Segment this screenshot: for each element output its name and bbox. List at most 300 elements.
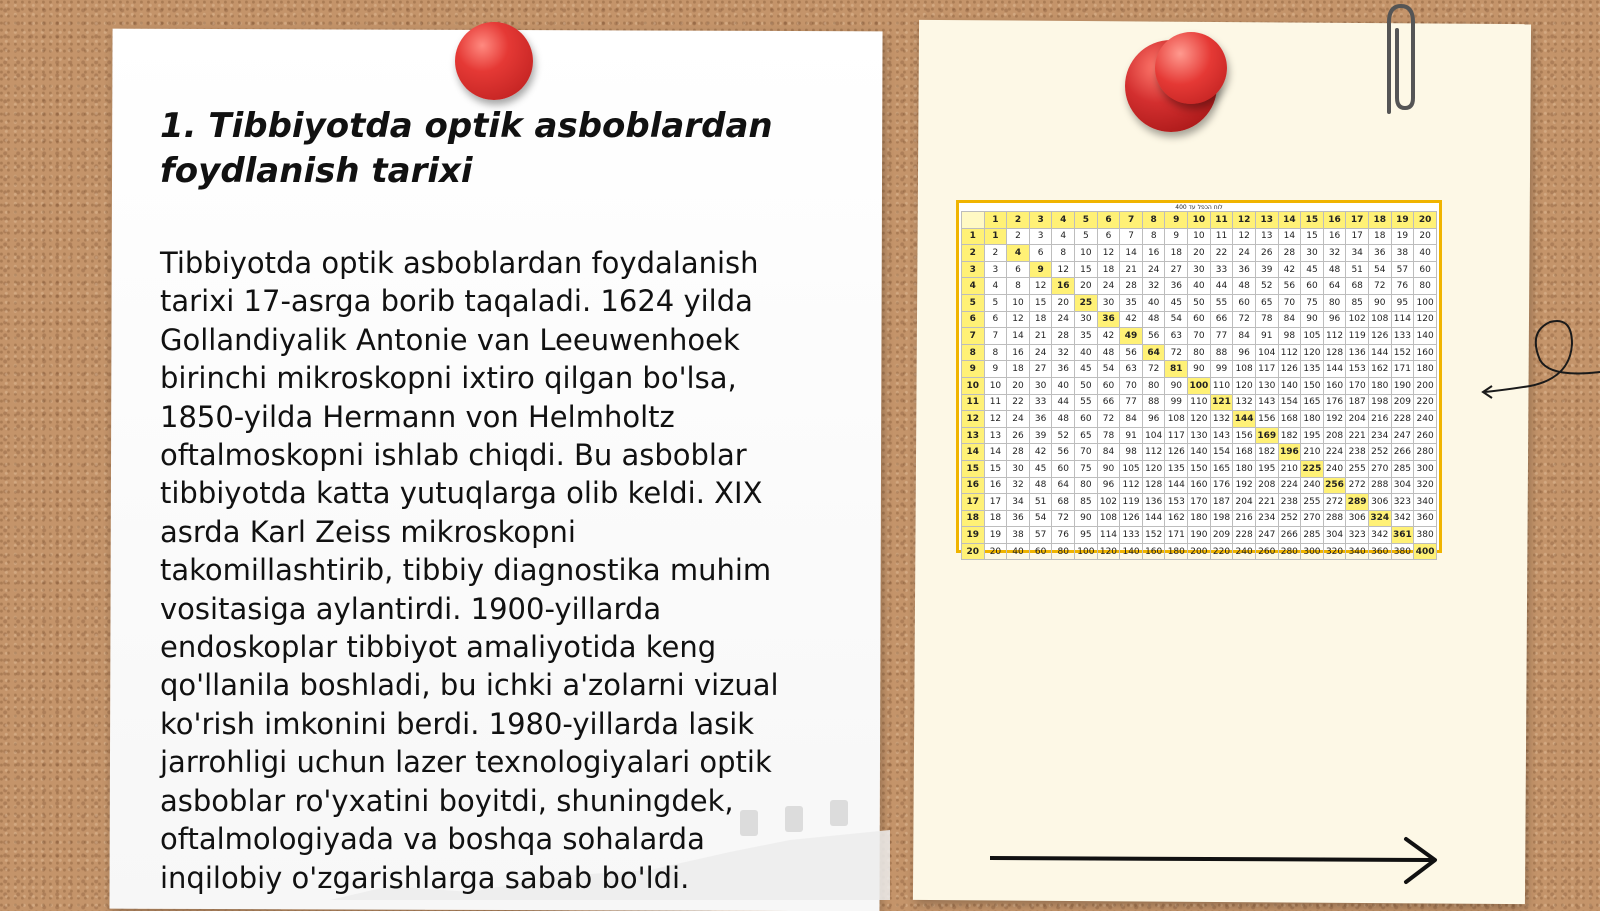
table-cell: 48	[1052, 411, 1075, 428]
table-cell: 240	[1233, 543, 1256, 560]
table-row	[962, 377, 1437, 394]
table-cell: 220	[1210, 543, 1233, 560]
table-cell: 320	[1323, 543, 1346, 560]
table-cell: 60	[1075, 411, 1098, 428]
table-cell: 30	[1029, 377, 1052, 394]
table-cell: 84	[1278, 311, 1301, 328]
table-cell: 8	[984, 344, 1007, 361]
table-cell: 2	[1007, 228, 1030, 245]
table-cell: 247	[1391, 427, 1414, 444]
history-paragraph: Tibbiyotda optik asboblardan foydalanish tarixi 17-asrga borib taqaladi. 1624 yilda Gollandiyalik Antonie van Leeuwenhoek birinchi mikroskopni ixtiro qilgan bo'lsa, 1850-yilda Hermann von Helmholtz oftalmoskopni ishlab chiqdi. Bu asboblar tibbiyotda katta yutuqlarga olib keldi. XIX asrda Karl Zeiss mikroskopni takomillashtirib, tibbiy diagnostika muhim vositasiga aylantirdi. 1900-yillarda endoskoplar tibbiyot amaliyotida keng qo'llanila boshladi, bu ichki a'zolarni vizual ko'rish imkonini berdi. 1980-yillarda lasik jarrohligi uchun lazer texnologiyalari optik asboblar ro'yxatini boyitdi, shuningdek, oftalmologiyada va boshqa sohalarda inqilobiy o'zgarishlarga sabab bo'ldi.	[160, 246, 779, 895]
table-row-header: 7	[962, 328, 985, 345]
table-cell: 20	[1052, 294, 1075, 311]
table-cell: 108	[1165, 411, 1188, 428]
table-cell: 255	[1301, 494, 1324, 511]
table-cell: 77	[1210, 328, 1233, 345]
table-cell: 18	[1007, 361, 1030, 378]
table-cell: 63	[1120, 361, 1143, 378]
table-cell: 98	[1278, 328, 1301, 345]
table-cell: 144	[1142, 510, 1165, 527]
table-cell: 280	[1414, 444, 1437, 461]
table-cell: 81	[1165, 361, 1188, 378]
table-cell: 126	[1278, 361, 1301, 378]
table-cell: 120	[1414, 311, 1437, 328]
table-cell: 20	[984, 543, 1007, 560]
table-cell: 56	[1052, 444, 1075, 461]
table-cell: 171	[1165, 527, 1188, 544]
table-cell: 240	[1323, 460, 1346, 477]
table-cell: 300	[1301, 543, 1324, 560]
table-cell: 247	[1255, 527, 1278, 544]
table-cell: 152	[1142, 527, 1165, 544]
table-cell: 13	[984, 427, 1007, 444]
table-cell: 4	[984, 278, 1007, 295]
table-cell: 190	[1188, 527, 1211, 544]
table-cell: 35	[1075, 328, 1098, 345]
table-cell: 66	[1097, 394, 1120, 411]
table-cell: 195	[1301, 427, 1324, 444]
table-cell: 48	[1233, 278, 1256, 295]
table-row-header: 14	[962, 444, 985, 461]
table-cell: 54	[1097, 361, 1120, 378]
table-row-header: 11	[962, 394, 985, 411]
table-cell: 304	[1323, 527, 1346, 544]
table-cell: 20	[1188, 245, 1211, 262]
table-row	[962, 477, 1437, 494]
table-cell: 198	[1368, 394, 1391, 411]
table-row-header: 8	[962, 344, 985, 361]
table-cell: 57	[1391, 261, 1414, 278]
table-cell: 289	[1346, 494, 1369, 511]
table-cell: 132	[1233, 394, 1256, 411]
table-cell: 84	[1233, 328, 1256, 345]
table-cell: 34	[1346, 245, 1369, 262]
table-cell: 120	[1233, 377, 1256, 394]
table-cell: 50	[1075, 377, 1098, 394]
table-cell: 10	[1075, 245, 1098, 262]
table-cell: 64	[1323, 278, 1346, 295]
table-cell: 40	[1075, 344, 1098, 361]
table-cell: 144	[1368, 344, 1391, 361]
table-cell: 320	[1414, 477, 1437, 494]
table-cell: 234	[1255, 510, 1278, 527]
table-cell: 4	[1007, 245, 1030, 262]
table-cell: 36	[1029, 411, 1052, 428]
table-col-header: 5	[1075, 212, 1098, 229]
table-cell: 6	[984, 311, 1007, 328]
table-cell: 221	[1255, 494, 1278, 511]
table-cell: 99	[1210, 361, 1233, 378]
table-row	[962, 510, 1437, 527]
table-cell: 85	[1075, 494, 1098, 511]
table-cell: 208	[1323, 427, 1346, 444]
table-cell: 323	[1346, 527, 1369, 544]
table-cell: 45	[1029, 460, 1052, 477]
table-row-header: 6	[962, 311, 985, 328]
table-cell: 140	[1414, 328, 1437, 345]
table-cell: 180	[1301, 411, 1324, 428]
table-cell: 104	[1255, 344, 1278, 361]
table-cell: 20	[1414, 228, 1437, 245]
table-cell: 12	[984, 411, 1007, 428]
table-cell: 192	[1233, 477, 1256, 494]
table-cell: 156	[1233, 427, 1256, 444]
table-cell: 90	[1165, 377, 1188, 394]
table-col-header: 7	[1120, 212, 1143, 229]
table-cell: 210	[1278, 460, 1301, 477]
table-cell: 140	[1278, 377, 1301, 394]
table-cell: 272	[1346, 477, 1369, 494]
table-cell: 17	[1346, 228, 1369, 245]
table-cell: 55	[1210, 294, 1233, 311]
table-cell: 10	[1188, 228, 1211, 245]
table-cell: 285	[1391, 460, 1414, 477]
table-cell: 260	[1255, 543, 1278, 560]
table-cell: 48	[1097, 344, 1120, 361]
table-cell: 49	[1120, 328, 1143, 345]
table-cell: 50	[1188, 294, 1211, 311]
table-cell: 36	[1052, 361, 1075, 378]
table-cell: 176	[1210, 477, 1233, 494]
table-cell: 114	[1097, 527, 1120, 544]
table-cell: 140	[1188, 444, 1211, 461]
table-cell: 128	[1142, 477, 1165, 494]
table-cell: 119	[1346, 328, 1369, 345]
table-cell: 42	[1097, 328, 1120, 345]
table-cell: 5	[1075, 228, 1098, 245]
table-cell: 112	[1142, 444, 1165, 461]
table-cell: 3	[1029, 228, 1052, 245]
table-cell: 288	[1368, 477, 1391, 494]
table-cell: 14	[984, 444, 1007, 461]
table-cell: 25	[1075, 294, 1098, 311]
table-cell: 26	[1007, 427, 1030, 444]
table-cell: 12	[1097, 245, 1120, 262]
table-cell: 225	[1301, 460, 1324, 477]
table-cell: 76	[1391, 278, 1414, 295]
table-cell: 170	[1346, 377, 1369, 394]
table-cell: 39	[1029, 427, 1052, 444]
table-cell: 14	[1120, 245, 1143, 262]
table-cell: 266	[1278, 527, 1301, 544]
table-cell: 126	[1368, 328, 1391, 345]
table-cell: 144	[1165, 477, 1188, 494]
table-cell: 119	[1120, 494, 1143, 511]
table-cell: 110	[1188, 394, 1211, 411]
table-row-header: 16	[962, 477, 985, 494]
table-cell: 15	[1075, 261, 1098, 278]
table-col-header: 11	[1210, 212, 1233, 229]
loop-arrow-icon	[1480, 310, 1600, 410]
table-row-header: 1	[962, 228, 985, 245]
table-cell: 9	[984, 361, 1007, 378]
table-cell: 342	[1368, 527, 1391, 544]
table-cell: 96	[1323, 311, 1346, 328]
table-cell: 112	[1278, 344, 1301, 361]
table-cell: 64	[1142, 344, 1165, 361]
table-cell: 180	[1188, 510, 1211, 527]
table-cell: 152	[1391, 344, 1414, 361]
multiplication-table	[961, 211, 1437, 560]
table-cell: 168	[1278, 411, 1301, 428]
table-cell: 99	[1165, 394, 1188, 411]
table-col-header: 3	[1029, 212, 1052, 229]
table-cell: 180	[1165, 543, 1188, 560]
table-cell: 32	[1323, 245, 1346, 262]
table-cell: 72	[1097, 411, 1120, 428]
table-cell: 18	[1097, 261, 1120, 278]
table-cell: 150	[1301, 377, 1324, 394]
table-cell: 182	[1278, 427, 1301, 444]
table-cell: 80	[1142, 377, 1165, 394]
table-cell: 80	[1075, 477, 1098, 494]
table-cell: 78	[1097, 427, 1120, 444]
table-cell: 1	[984, 228, 1007, 245]
table-col-header: 10	[1188, 212, 1211, 229]
table-cell: 216	[1233, 510, 1256, 527]
table-cell: 70	[1075, 444, 1098, 461]
table-cell: 24	[1029, 344, 1052, 361]
table-cell: 133	[1120, 527, 1143, 544]
table-col-header: 6	[1097, 212, 1120, 229]
table-cell: 2	[984, 245, 1007, 262]
table-cell: 42	[1029, 444, 1052, 461]
table-cell: 98	[1120, 444, 1143, 461]
table-cell: 30	[1301, 245, 1324, 262]
table-row-header: 4	[962, 278, 985, 295]
table-cell: 16	[1142, 245, 1165, 262]
table-cell: 204	[1346, 411, 1369, 428]
table-cell: 40	[1007, 543, 1030, 560]
table-cell: 20	[1007, 377, 1030, 394]
table-cell: 135	[1165, 460, 1188, 477]
table-cell: 135	[1301, 361, 1324, 378]
table-cell: 15	[1301, 228, 1324, 245]
table-cell: 234	[1368, 427, 1391, 444]
table-cell: 90	[1368, 294, 1391, 311]
table-cell: 48	[1323, 261, 1346, 278]
table-cell: 120	[1188, 411, 1211, 428]
table-cell: 60	[1301, 278, 1324, 295]
table-cell: 204	[1233, 494, 1256, 511]
table-cell: 45	[1165, 294, 1188, 311]
table-cell: 128	[1323, 344, 1346, 361]
table-cell: 36	[1165, 278, 1188, 295]
table-cell: 252	[1278, 510, 1301, 527]
table-cell: 60	[1097, 377, 1120, 394]
table-cell: 16	[1007, 344, 1030, 361]
table-cell: 153	[1165, 494, 1188, 511]
table-cell: 40	[1142, 294, 1165, 311]
table-cell: 169	[1255, 427, 1278, 444]
table-cell: 192	[1323, 411, 1346, 428]
table-cell: 133	[1391, 328, 1414, 345]
table-cell: 380	[1414, 527, 1437, 544]
table-cell: 306	[1346, 510, 1369, 527]
table-cell: 7	[984, 328, 1007, 345]
table-cell: 112	[1323, 328, 1346, 345]
table-cell: 42	[1120, 311, 1143, 328]
table-row	[962, 460, 1437, 477]
table-cell: 85	[1346, 294, 1369, 311]
table-row	[962, 344, 1437, 361]
table-cell: 144	[1233, 411, 1256, 428]
table-cell: 130	[1188, 427, 1211, 444]
table-cell: 40	[1052, 377, 1075, 394]
table-cell: 18	[984, 510, 1007, 527]
table-col-header: 1	[984, 212, 1007, 229]
table-cell: 3	[984, 261, 1007, 278]
table-cell: 60	[1414, 261, 1437, 278]
table-col-header: 15	[1301, 212, 1324, 229]
table-cell: 54	[1368, 261, 1391, 278]
table-cell: 90	[1188, 361, 1211, 378]
table-row-header: 18	[962, 510, 985, 527]
table-cell: 27	[1165, 261, 1188, 278]
table-cell: 180	[1233, 460, 1256, 477]
table-row-header: 5	[962, 294, 985, 311]
table-cell: 40	[1188, 278, 1211, 295]
table-cell: 21	[1120, 261, 1143, 278]
table-cell: 114	[1391, 311, 1414, 328]
table-cell: 10	[1007, 294, 1030, 311]
table-cell: 100	[1414, 294, 1437, 311]
table-cell: 68	[1052, 494, 1075, 511]
table-cell: 54	[1029, 510, 1052, 527]
table-cell: 154	[1278, 394, 1301, 411]
table-row	[962, 427, 1437, 444]
table-cell: 108	[1368, 311, 1391, 328]
table-cell: 36	[1007, 510, 1030, 527]
table-cell: 75	[1075, 460, 1098, 477]
table-cell: 252	[1368, 444, 1391, 461]
table-cell: 195	[1255, 460, 1278, 477]
table-cell: 60	[1188, 311, 1211, 328]
table-cell: 51	[1346, 261, 1369, 278]
table-cell: 18	[1368, 228, 1391, 245]
table-cell: 100	[1188, 377, 1211, 394]
table-cell: 33	[1210, 261, 1233, 278]
table-cell: 180	[1368, 377, 1391, 394]
table-cell: 84	[1120, 411, 1143, 428]
table-cell: 95	[1391, 294, 1414, 311]
table-cell: 56	[1120, 344, 1143, 361]
table-cell: 170	[1188, 494, 1211, 511]
table-cell: 136	[1142, 494, 1165, 511]
table-cell: 238	[1278, 494, 1301, 511]
table-cell: 60	[1052, 460, 1075, 477]
table-cell: 36	[1233, 261, 1256, 278]
table-cell: 11	[1210, 228, 1233, 245]
table-cell: 52	[1255, 278, 1278, 295]
table-row	[962, 261, 1437, 278]
table-cell: 95	[1075, 527, 1098, 544]
table-cell: 126	[1165, 444, 1188, 461]
table-cell: 162	[1165, 510, 1188, 527]
table-cell: 55	[1075, 394, 1098, 411]
table-cell: 228	[1391, 411, 1414, 428]
push-pin-icon	[455, 22, 533, 100]
table-cell: 44	[1052, 394, 1075, 411]
table-cell: 56	[1278, 278, 1301, 295]
table-cell: 143	[1255, 394, 1278, 411]
table-cell: 28	[1120, 278, 1143, 295]
section-title: 1. Tibbiyotda optik asboblardan foydlanish tarixi	[160, 106, 773, 191]
table-cell: 15	[1029, 294, 1052, 311]
table-cell: 7	[1120, 228, 1143, 245]
table-cell: 196	[1278, 444, 1301, 461]
table-cell: 361	[1391, 527, 1414, 544]
table-cell: 32	[1142, 278, 1165, 295]
table-cell: 80	[1052, 543, 1075, 560]
table-cell: 21	[1029, 328, 1052, 345]
table-cell: 323	[1391, 494, 1414, 511]
table-cell: 200	[1188, 543, 1211, 560]
table-cell: 28	[1052, 328, 1075, 345]
table-cell: 20	[1075, 278, 1098, 295]
table-cell: 57	[1029, 527, 1052, 544]
table-cell: 165	[1210, 460, 1233, 477]
table-cell: 136	[1346, 344, 1369, 361]
table-col-header: 8	[1142, 212, 1165, 229]
table-cell: 260	[1414, 427, 1437, 444]
table-cell: 26	[1255, 245, 1278, 262]
table-cell: 198	[1210, 510, 1233, 527]
table-cell: 32	[1052, 344, 1075, 361]
table-cell: 16	[1323, 228, 1346, 245]
table-cell: 238	[1346, 444, 1369, 461]
table-cell: 33	[1029, 394, 1052, 411]
table-col-header: 9	[1165, 212, 1188, 229]
table-cell: 209	[1210, 527, 1233, 544]
table-cell: 10	[984, 377, 1007, 394]
table-cell: 77	[1120, 394, 1143, 411]
table-cell: 24	[1233, 245, 1256, 262]
table-cell: 117	[1165, 427, 1188, 444]
table-cell: 160	[1188, 477, 1211, 494]
table-cell: 200	[1414, 377, 1437, 394]
table-cell: 72	[1368, 278, 1391, 295]
table-cell: 48	[1142, 311, 1165, 328]
table-cell: 16	[1052, 278, 1075, 295]
table-cell: 9	[1165, 228, 1188, 245]
table-cell: 208	[1255, 477, 1278, 494]
table-row	[962, 245, 1437, 262]
arrow-right-icon	[990, 836, 1450, 886]
table-cell: 165	[1301, 394, 1324, 411]
table-cell: 15	[984, 460, 1007, 477]
table-cell: 65	[1075, 427, 1098, 444]
table-cell: 28	[1007, 444, 1030, 461]
table-cell: 8	[1142, 228, 1165, 245]
table-cell: 340	[1346, 543, 1369, 560]
table-cell: 255	[1346, 460, 1369, 477]
table-col-header: 14	[1278, 212, 1301, 229]
table-cell: 42	[1278, 261, 1301, 278]
table-cell: 91	[1120, 427, 1143, 444]
table-cell: 162	[1368, 361, 1391, 378]
table-cell: 60	[1029, 543, 1052, 560]
push-pin-icon	[1155, 32, 1227, 104]
table-cell: 112	[1120, 477, 1143, 494]
table-cell: 24	[1097, 278, 1120, 295]
table-cell: 117	[1255, 361, 1278, 378]
table-row	[962, 228, 1437, 245]
table-cell: 160	[1323, 377, 1346, 394]
table-cell: 6	[1007, 261, 1030, 278]
table-col-header: 17	[1346, 212, 1369, 229]
table-cell: 34	[1007, 494, 1030, 511]
